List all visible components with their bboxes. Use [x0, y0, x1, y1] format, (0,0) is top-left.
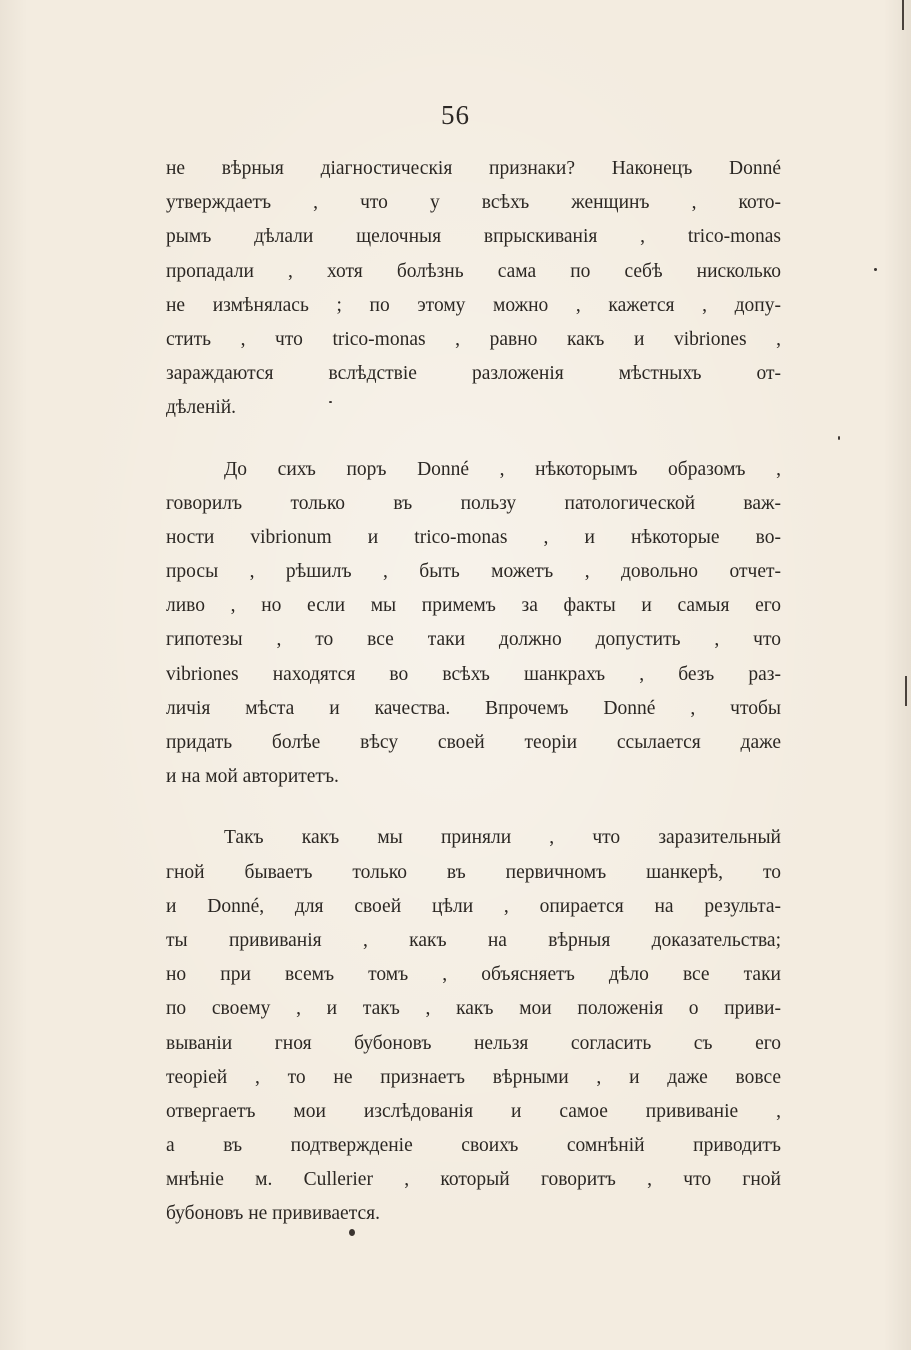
paragraph-2 — [166, 453, 781, 795]
body-text — [166, 152, 781, 1259]
ink-speck — [349, 1229, 355, 1236]
text-line: стить , что trico-monas , равно какъ и vibriones , — [166, 328, 781, 350]
text-line: и Donné, для своей цѣли , опирается на результа- — [166, 895, 781, 917]
text-line: теоріей , то не признаетъ вѣрными , и даже вовсе — [166, 1066, 781, 1088]
text-line: отвергаетъ мои изслѣдованія и самое прививаніе , — [166, 1100, 781, 1122]
paragraph-1 — [166, 152, 781, 426]
text-line: но при всемъ томъ , объясняетъ дѣло все таки — [166, 964, 781, 986]
page-number: 56 — [441, 100, 470, 130]
paragraph-3 — [166, 821, 781, 1231]
text-line: бубоновъ не прививается. — [166, 1203, 380, 1225]
text-line: ности vibrionum и trico-monas , и нѣкоторые во- — [166, 526, 781, 548]
text-line: пропадали , хотя болѣзнь сама по себѣ нисколько — [166, 260, 781, 282]
text-line: vibriones находятся во всѣхъ шанкрахъ , безъ раз- — [166, 663, 781, 685]
page-edge-mark — [905, 676, 907, 706]
text-line: мнѣніе м. Cullerier , который говоритъ , что гной — [166, 1169, 781, 1191]
text-line: ты прививанія , какъ на вѣрныя доказательства; — [166, 929, 781, 951]
text-line: ливо , но если мы примемъ за факты и самыя его — [166, 595, 781, 617]
text-line: рымъ дѣлали щелочныя впрыскиванія , trico-monas — [166, 226, 781, 248]
text-line: гной бываетъ только въ первичномъ шанкерѣ, то — [166, 861, 781, 883]
ink-speck — [874, 268, 877, 271]
text-line: Такъ какъ мы приняли , что заразительный — [224, 827, 781, 849]
text-line: До сихъ поръ Donné , нѣкоторымъ образомъ , — [224, 458, 781, 480]
text-line: просы , рѣшилъ , быть можетъ , довольно отчет- — [166, 561, 781, 583]
text-line: по своему , и такъ , какъ мои положенія о приви- — [166, 998, 781, 1020]
text-line: а въ подтвержденіе своихъ сомнѣній приводитъ — [166, 1135, 781, 1157]
text-line: дѣленій. — [166, 397, 237, 419]
text-line: зараждаются вслѣдствіе разложенія мѣстныхъ от- — [166, 363, 781, 385]
ink-speck — [838, 436, 840, 440]
text-line: не вѣрныя діагностическія признаки? Наконецъ Donné — [166, 158, 781, 179]
text-line: не измѣнялась ; по этому можно , кажется , допу- — [166, 294, 781, 316]
ink-speck — [329, 401, 332, 403]
text-line: утверждаетъ , что у всѣхъ женщинъ , кото- — [166, 192, 781, 214]
text-line: личія мѣста и качества. Впрочемъ Donné , чтобы — [166, 697, 781, 719]
text-line: и на мой авторитетъ. — [166, 766, 339, 788]
text-line: вываніи гноя бубоновъ нельзя согласить съ его — [166, 1032, 781, 1054]
page-edge-mark — [902, 0, 904, 30]
text-line: гипотезы , то все таки должно допустить , что — [166, 629, 781, 651]
text-line: говорилъ только въ пользу патологической важ- — [166, 492, 781, 514]
text-line: придать болѣе вѣсу своей теоріи ссылается даже — [166, 732, 781, 753]
